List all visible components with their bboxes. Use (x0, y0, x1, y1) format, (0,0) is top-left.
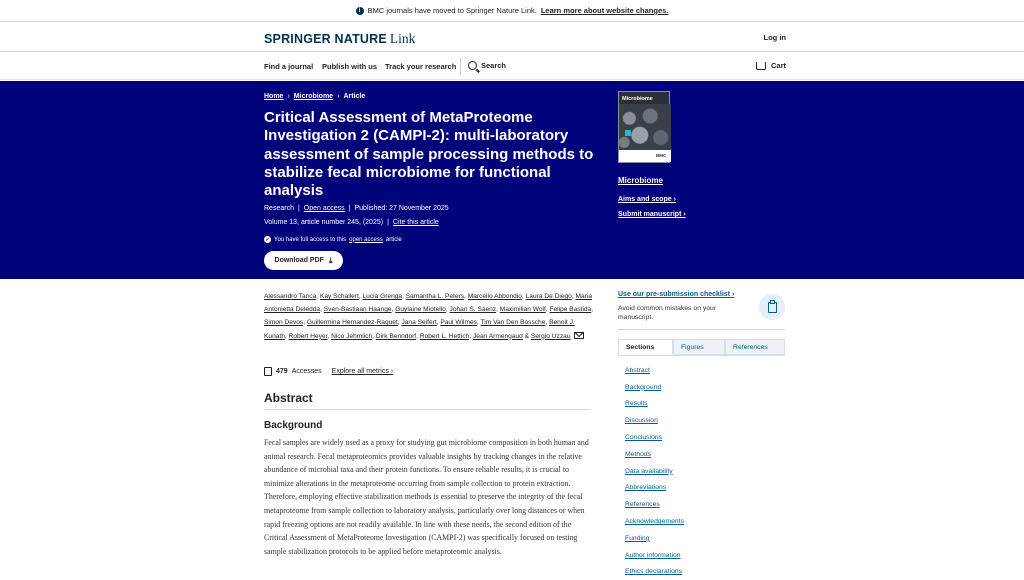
author-link[interactable]: Samantha L. Peters (405, 293, 465, 300)
tab-sections[interactable]: Sections (618, 339, 673, 355)
main-nav (0, 52, 1024, 80)
article-title: Critical Assessment of MetaProteome Investigation 2 (CAMPI-2): multi-laboratory assessment of sample processing methods to stabilize fecal microbiome for functional analysis (264, 109, 594, 200)
published-date: Published: 27 November 2025 (354, 205, 449, 212)
breadcrumb-separator: › (337, 93, 340, 100)
section-link[interactable]: Abstract (625, 366, 650, 374)
logo-suffix: Link (389, 31, 416, 46)
cover-title: Microbiome (622, 96, 653, 102)
author-link[interactable]: Robert L. Hettich (419, 332, 470, 340)
author-link[interactable]: Guylaine Miotello (395, 306, 446, 314)
clipboard-icon (768, 302, 777, 313)
author-link[interactable]: Felipe Bastida (549, 306, 592, 314)
breadcrumb-home[interactable]: Home (264, 93, 284, 100)
cart-label: Cart (770, 61, 786, 70)
section-link[interactable]: Acknowledgements (625, 518, 684, 526)
cover-publisher: BMC (656, 153, 667, 158)
breadcrumb-separator: › (287, 93, 290, 100)
nav-track-research[interactable]: Track your research (385, 62, 457, 71)
submit-manuscript-link[interactable]: Submit manuscript › (618, 211, 686, 218)
breadcrumb-journal[interactable]: Microbiome (293, 93, 334, 100)
section-link[interactable]: Data availability (625, 467, 673, 475)
cover-image (619, 104, 671, 152)
author-link[interactable]: Lucia Grenga (362, 293, 403, 300)
open-access-link[interactable]: Open access (303, 205, 345, 212)
article-volume: Volume 13, article number 245, (2025) (264, 219, 384, 226)
logo-brand: SPRINGER NATURE (264, 32, 387, 46)
meta-separator: | (387, 219, 389, 226)
download-icon: ⤓ (328, 255, 333, 265)
section-link[interactable]: Funding (625, 534, 650, 542)
author-list: Alessandro Tanca, Kay Schallert, Lucia Grenga, Samantha L. Peters, Marcello Abbondio, Laura De Diego, Maria Antonietta Deledda, Sven-Bastiaan Haange, Guylaine Miotello, Johan S. Sáenz, Maximilian Wolf, Felipe Bastida, Simon Devos, Guillermina Hernandez-Raquet, Jana Seifert, Paul Wilmes, Tim Van Den Bossche, Benoit J. Kunath, Robert Heyer, Nico Jehmlich, Dirk Benndorf, Robert L. Hettich, Jean Armengaud & Sergio Uzzau (264, 293, 594, 340)
login-link[interactable]: Log in (763, 33, 786, 42)
sections-list (625, 362, 684, 580)
download-pdf-button[interactable] (264, 251, 343, 270)
notice-text: BMC journals have moved to Springer Nature Link. (367, 6, 537, 15)
tab-references[interactable]: References (725, 339, 785, 355)
article-meta (264, 205, 449, 212)
author-link[interactable]: Laura De Diego (525, 293, 572, 300)
author-link[interactable]: Kay Schallert (319, 293, 359, 300)
springer-nature-link-logo[interactable] (264, 31, 415, 47)
abstract-heading: Abstract (264, 391, 313, 405)
author-link[interactable]: Robert Heyer (288, 332, 328, 340)
author-link[interactable]: Nico Jehmlich (331, 332, 373, 340)
section-link[interactable]: Discussion (625, 417, 658, 425)
author-link[interactable]: Sergio Uzzau (530, 332, 571, 340)
access-open-access-link[interactable]: open access (349, 236, 383, 243)
nav-find-journal[interactable]: Find a journal (264, 62, 314, 71)
cart-button[interactable] (756, 61, 786, 70)
section-link[interactable]: Abbreviations (625, 484, 667, 492)
section-link[interactable]: Author information (625, 551, 681, 559)
sidebar-divider (618, 329, 785, 330)
sidebar-tabs (618, 339, 785, 355)
background-heading: Background (264, 420, 323, 431)
author-link[interactable]: Tim Van Den Bossche (480, 319, 546, 327)
cite-article-link[interactable]: Cite this article (392, 219, 439, 226)
author-link[interactable]: Sven-Bastiaan Haange (323, 306, 392, 314)
nav-divider (460, 58, 461, 75)
cart-icon (756, 62, 766, 70)
cover-accent (625, 130, 631, 136)
author-link[interactable]: Simon Devos (264, 319, 304, 327)
explore-metrics-link[interactable]: Explore all metrics › (331, 368, 394, 375)
clipboard-badge (759, 294, 785, 320)
check-icon: ✓ (265, 236, 270, 243)
aims-scope-link[interactable]: Aims and scope › (618, 196, 676, 203)
breadcrumb-current: Article (343, 93, 366, 100)
access-suffix: article (385, 236, 402, 243)
section-link[interactable]: Background (625, 383, 662, 391)
tabs-underline (618, 355, 785, 356)
notice-link[interactable]: Learn more about website changes. (540, 6, 669, 15)
author-link[interactable]: Paul Wilmes (440, 319, 477, 327)
search-icon (468, 61, 477, 70)
breadcrumb (264, 93, 365, 100)
access-note (264, 236, 402, 243)
access-label: Accesses (291, 368, 322, 375)
search-button[interactable] (468, 61, 506, 70)
presubmission-text: Avoid common mistakes on your manuscript. (618, 305, 717, 321)
divider (264, 409, 591, 410)
access-count: 479 (276, 368, 288, 375)
article-type: Research (264, 205, 294, 212)
info-icon: i (356, 7, 364, 15)
section-link[interactable]: Ethics declarations (625, 568, 683, 576)
author-link[interactable]: Maximilian Wolf (499, 306, 546, 314)
section-link[interactable]: References (625, 501, 660, 509)
article-volume-row (264, 219, 439, 226)
search-label: Search (481, 61, 507, 70)
section-link[interactable]: Conclusions (625, 434, 663, 442)
notice-bar (0, 0, 1024, 22)
metrics-row (264, 367, 393, 376)
site-header (0, 22, 1024, 52)
meta-separator: | (297, 205, 300, 212)
mail-icon[interactable] (574, 332, 584, 339)
author-link[interactable]: Guillermina Hernandez-Raquet (306, 319, 398, 327)
document-icon (264, 367, 272, 376)
presubmission-checklist-link[interactable]: Use our pre-submission checklist › (618, 291, 735, 298)
nav-publish[interactable]: Publish with us (322, 62, 378, 71)
journal-name-link[interactable]: Microbiome (618, 176, 663, 185)
author-link[interactable]: Maria Antonietta Deledda (264, 293, 592, 314)
author-link[interactable]: Benoit J. Kunath (264, 319, 575, 340)
author-link[interactable]: Dirk Benndorf (375, 332, 417, 340)
abstract-text: Fecal samples are widely used as a proxy for studying gut microbiome composition in both human and animal research. Fecal metaproteomics provides valuable insights by tracking changes in the relative abundance of microbial taxa and their protein functions. To ensure reliable results, it is crucial to minimize alterations in the metaproteome occurring from sample collection to protein extraction. Therefore, employing effective stabilization methods is essential to preserve the integrity of the fecal metaproteome from sample collection to laboratory analysis, particularly over long distances or when rapid freezing options are not readily available. In line with these needs, the second edition of the Critical Assessment of MetaProteome Investigation (CAMPI-2) was specifically focused on testing sample stabilization protocols to be applied before metaproteomic analysis. (264, 438, 589, 556)
author-link[interactable]: Johan S. Sáenz (449, 306, 497, 314)
author-link[interactable]: Alessandro Tanca (264, 293, 317, 300)
cover-footer (619, 150, 671, 162)
section-link[interactable]: Methods (625, 450, 652, 458)
tab-figures[interactable]: Figures (673, 339, 725, 355)
download-pdf-label: Download PDF (274, 257, 324, 264)
journal-cover[interactable] (618, 91, 670, 163)
author-link[interactable]: Jana Seifert (401, 319, 437, 327)
meta-separator: | (348, 205, 351, 212)
article-hero (0, 81, 1024, 279)
author-link[interactable]: Jean Armengaud (472, 332, 523, 340)
section-link[interactable]: Results (625, 400, 648, 408)
access-prefix: You have full access to this (274, 236, 347, 243)
author-link[interactable]: Marcello Abbondio (467, 293, 522, 300)
